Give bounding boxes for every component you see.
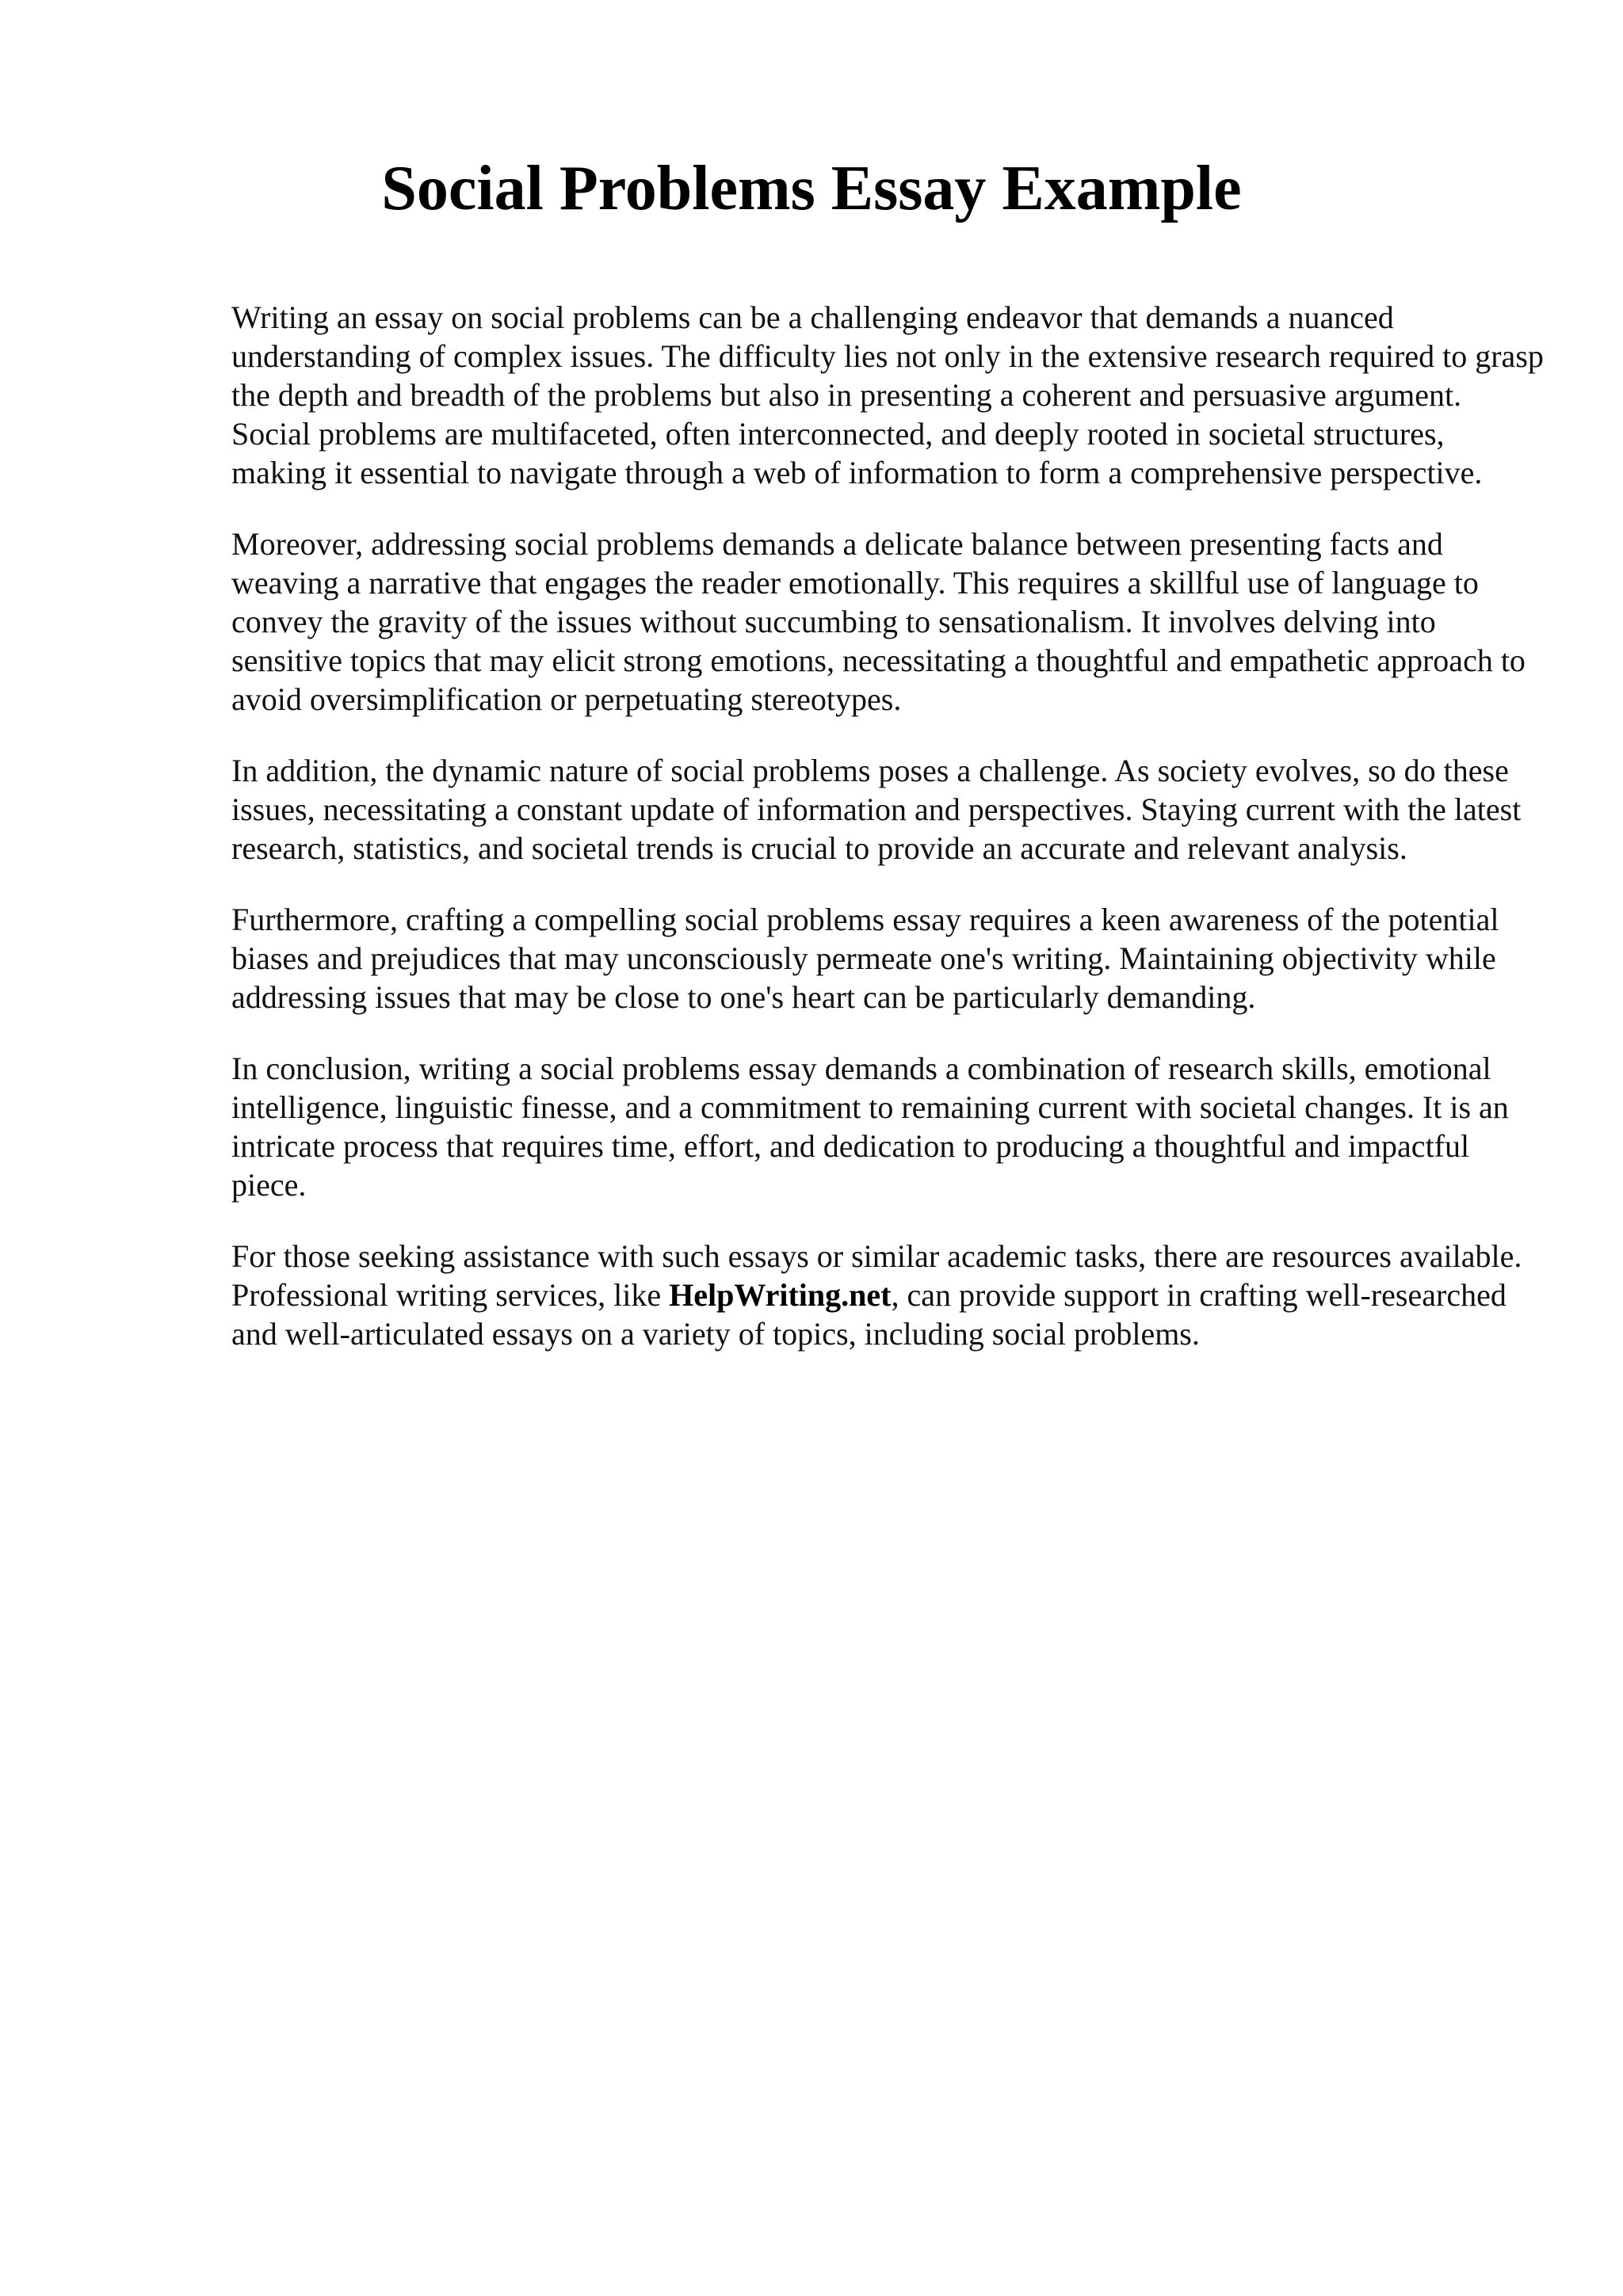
resources-text-after-link: , can provide support in crafting well-researched and well-articulated essays on a variety of topics, including social problems. xyxy=(231,1277,1507,1352)
paragraph-resources xyxy=(231,1237,1547,1353)
paragraph-balance: Moreover, addressing social problems demands a delicate balance between presenting facts and weaving a narrative that engages the reader emotionally. This requires a skillful use of language to convey the gravity of the issues without succumbing to sensationalism. It involves delving into sensitive topics that may elicit strong emotions, necessitating a thoughtful and empathetic approach to avoid oversimplification or perpetuating stereotypes. xyxy=(231,526,1526,717)
document-title: Social Problems Essay Example xyxy=(381,154,1242,223)
resources-text-before-link: For those seeking assistance with such essays or similar academic tasks, there are resources available. Professional writing services, like xyxy=(231,1238,1522,1313)
paragraph-conclusion: In conclusion, writing a social problems essay demands a combination of research skills, emotional intelligence, linguistic finesse, and a commitment to remaining current with societal changes. It is an intricate process that requires time, effort, and dedication to producing a thoughtful and impactful piece. xyxy=(231,1051,1509,1203)
paragraph-intro: Writing an essay on social problems can be a challenging endeavor that demands a nuanced understanding of complex issues. The difficulty lies not only in the extensive research required to grasp the depth and breadth of the problems but also in presenting a coherent and persuasive argument. Social problems are multifaceted, often interconnected, and deeply rooted in societal structures, making it essential to navigate through a web of information to form a comprehensive perspective. xyxy=(231,299,1544,490)
document-body xyxy=(231,298,1547,1386)
paragraph-biases: Furthermore, crafting a compelling social problems essay requires a keen awareness of the potential biases and prejudices that may unconsciously permeate one's writing. Maintaining objectivity while addressing issues that may be close to one's heart can be particularly demanding. xyxy=(231,902,1499,1015)
helpwriting-link[interactable]: HelpWriting.net xyxy=(669,1277,892,1313)
paragraph-dynamic-nature: In addition, the dynamic nature of social problems poses a challenge. As society evolves, so do these issues, necessitating a constant update of information and perspectives. Staying current with the latest research, statistics, and societal trends is crucial to provide an accurate and relevant analysis. xyxy=(231,753,1522,866)
